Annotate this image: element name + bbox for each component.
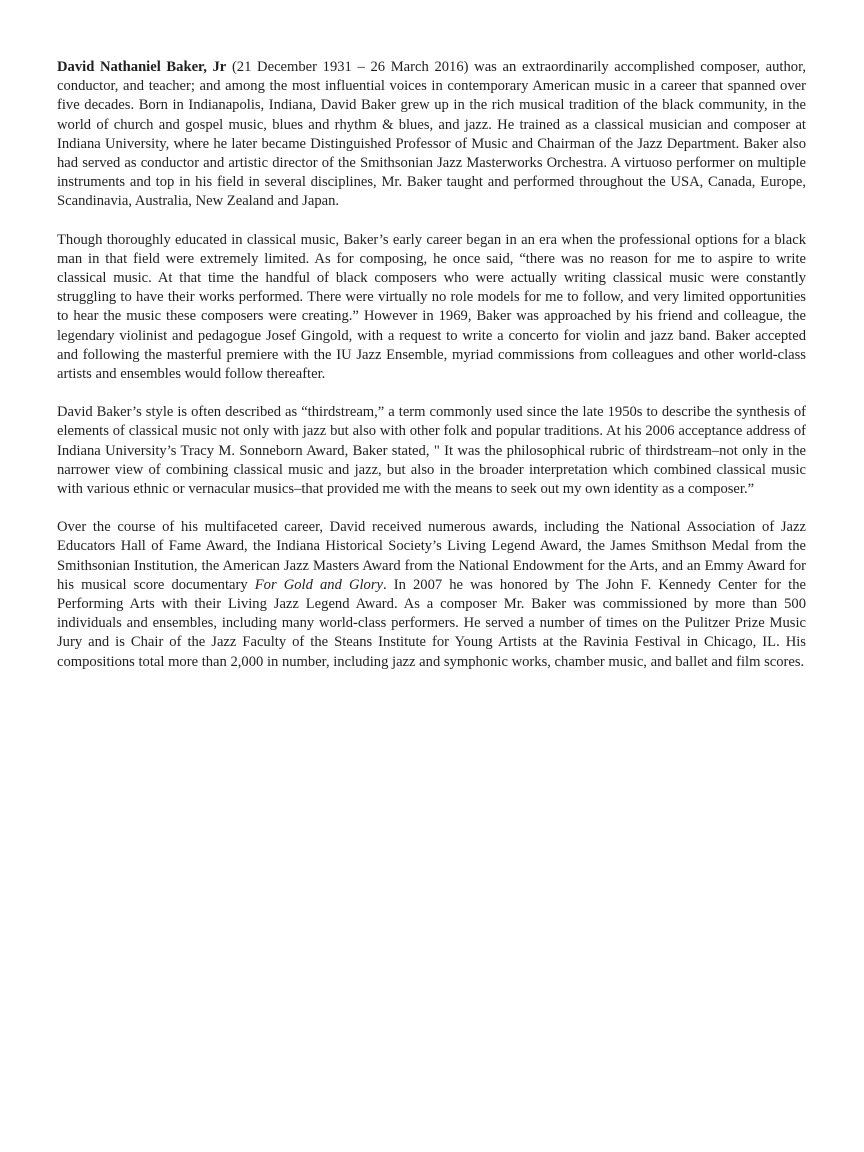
paragraph-style: David Baker’s style is often described as “thirdstream,” a term commonly used since the late 1950s to describe the synthesis of elements of classical music not only with jazz but also with other folk and popular traditions. At his 2006 acceptance address of Indiana University’s Tracy M. Sonneborn Award, Baker stated, " It was the philosophical rubric of thirdstream–not only in the narrower view of combining classical music and jazz, but also in the broader interpretation which combined classical music with various ethnic or vernacular musics–that provided me with the means to seek out my own identity as a composer.” — [57, 404, 806, 498]
paragraph-early-career: Though thoroughly educated in classical music, Baker’s early career began in an era when the professional options for a black man in that field were extremely limited. As for composing, he once said, “there was no reason for me to aspire to write classical music. At that time the handful of black composers who were actually writing classical music were constantly struggling to have their works performed. There were virtually no role models for me to follow, and very limited opportunities to hear the music these composers were creating.” However in 1969, Baker was approached by his friend and colleague, the legendary violinist and pedagogue Josef Gingold, with a request to write a concerto for violin and jazz band. Baker accepted and following the masterful premiere with the IU Jazz Ensemble, myriad commissions from colleagues and other world-class artists and ensembles would follow thereafter. — [57, 231, 806, 383]
paragraph-introduction — [57, 58, 806, 212]
paragraph-awards-text-before: Over the course of his multifaceted career, David received numerous awards, including the National Association of Jazz Educators Hall of Fame Award, the Indiana Historical Society’s Living Legend Award, the James Smithson Medal from the Smithsonian Institution, the American Jazz Masters Award from the National Endowment for the Arts, and an Emmy Award for his musical score documentary — [57, 519, 806, 593]
paragraph-awards-text-after: . In 2007 he was honored by The John F. Kennedy Center for the Performing Arts with their Living Jazz Legend Award. As a composer Mr. Baker was commissioned by more than 500 individuals and ensembles, including many world-class performers. He served a number of times on the Pulitzer Prize Music Jury and is Chair of the Jazz Faculty of the Steans Institute for Young Artists at the Ravinia Festival in Chicago, IL. His compositions total more than 2,000 in number, including jazz and symphonic works, chamber music, and ballet and film scores. — [57, 576, 806, 670]
subject-name: David Nathaniel Baker, Jr — [57, 59, 227, 75]
film-title: For Gold and Glory — [254, 576, 384, 593]
paragraph-awards — [57, 518, 806, 672]
biography-document — [57, 58, 806, 691]
paragraph-introduction-text: (21 December 1931 – 26 March 2016) was an extraordinarily accomplished composer, author, conductor, and teacher; and among the most influential voices in contemporary American music in a career that spanned over five decades. Born in Indianapolis, Indiana, David Baker grew up in the rich musical tradition of the black community, in the world of church and gospel music, blues and rhythm & blues, and jazz. He trained as a classical musician and composer at Indiana University, where he later became Distinguished Professor of Music and Chairman of the Jazz Department. Baker also had served as conductor and artistic director of the Smithsonian Jazz Masterworks Orchestra. A virtuoso performer on multiple instruments and top in his field in several disciplines, Mr. Baker taught and performed throughout the USA, Canada, Europe, Scandinavia, Australia, New Zealand and Japan. — [57, 59, 807, 210]
